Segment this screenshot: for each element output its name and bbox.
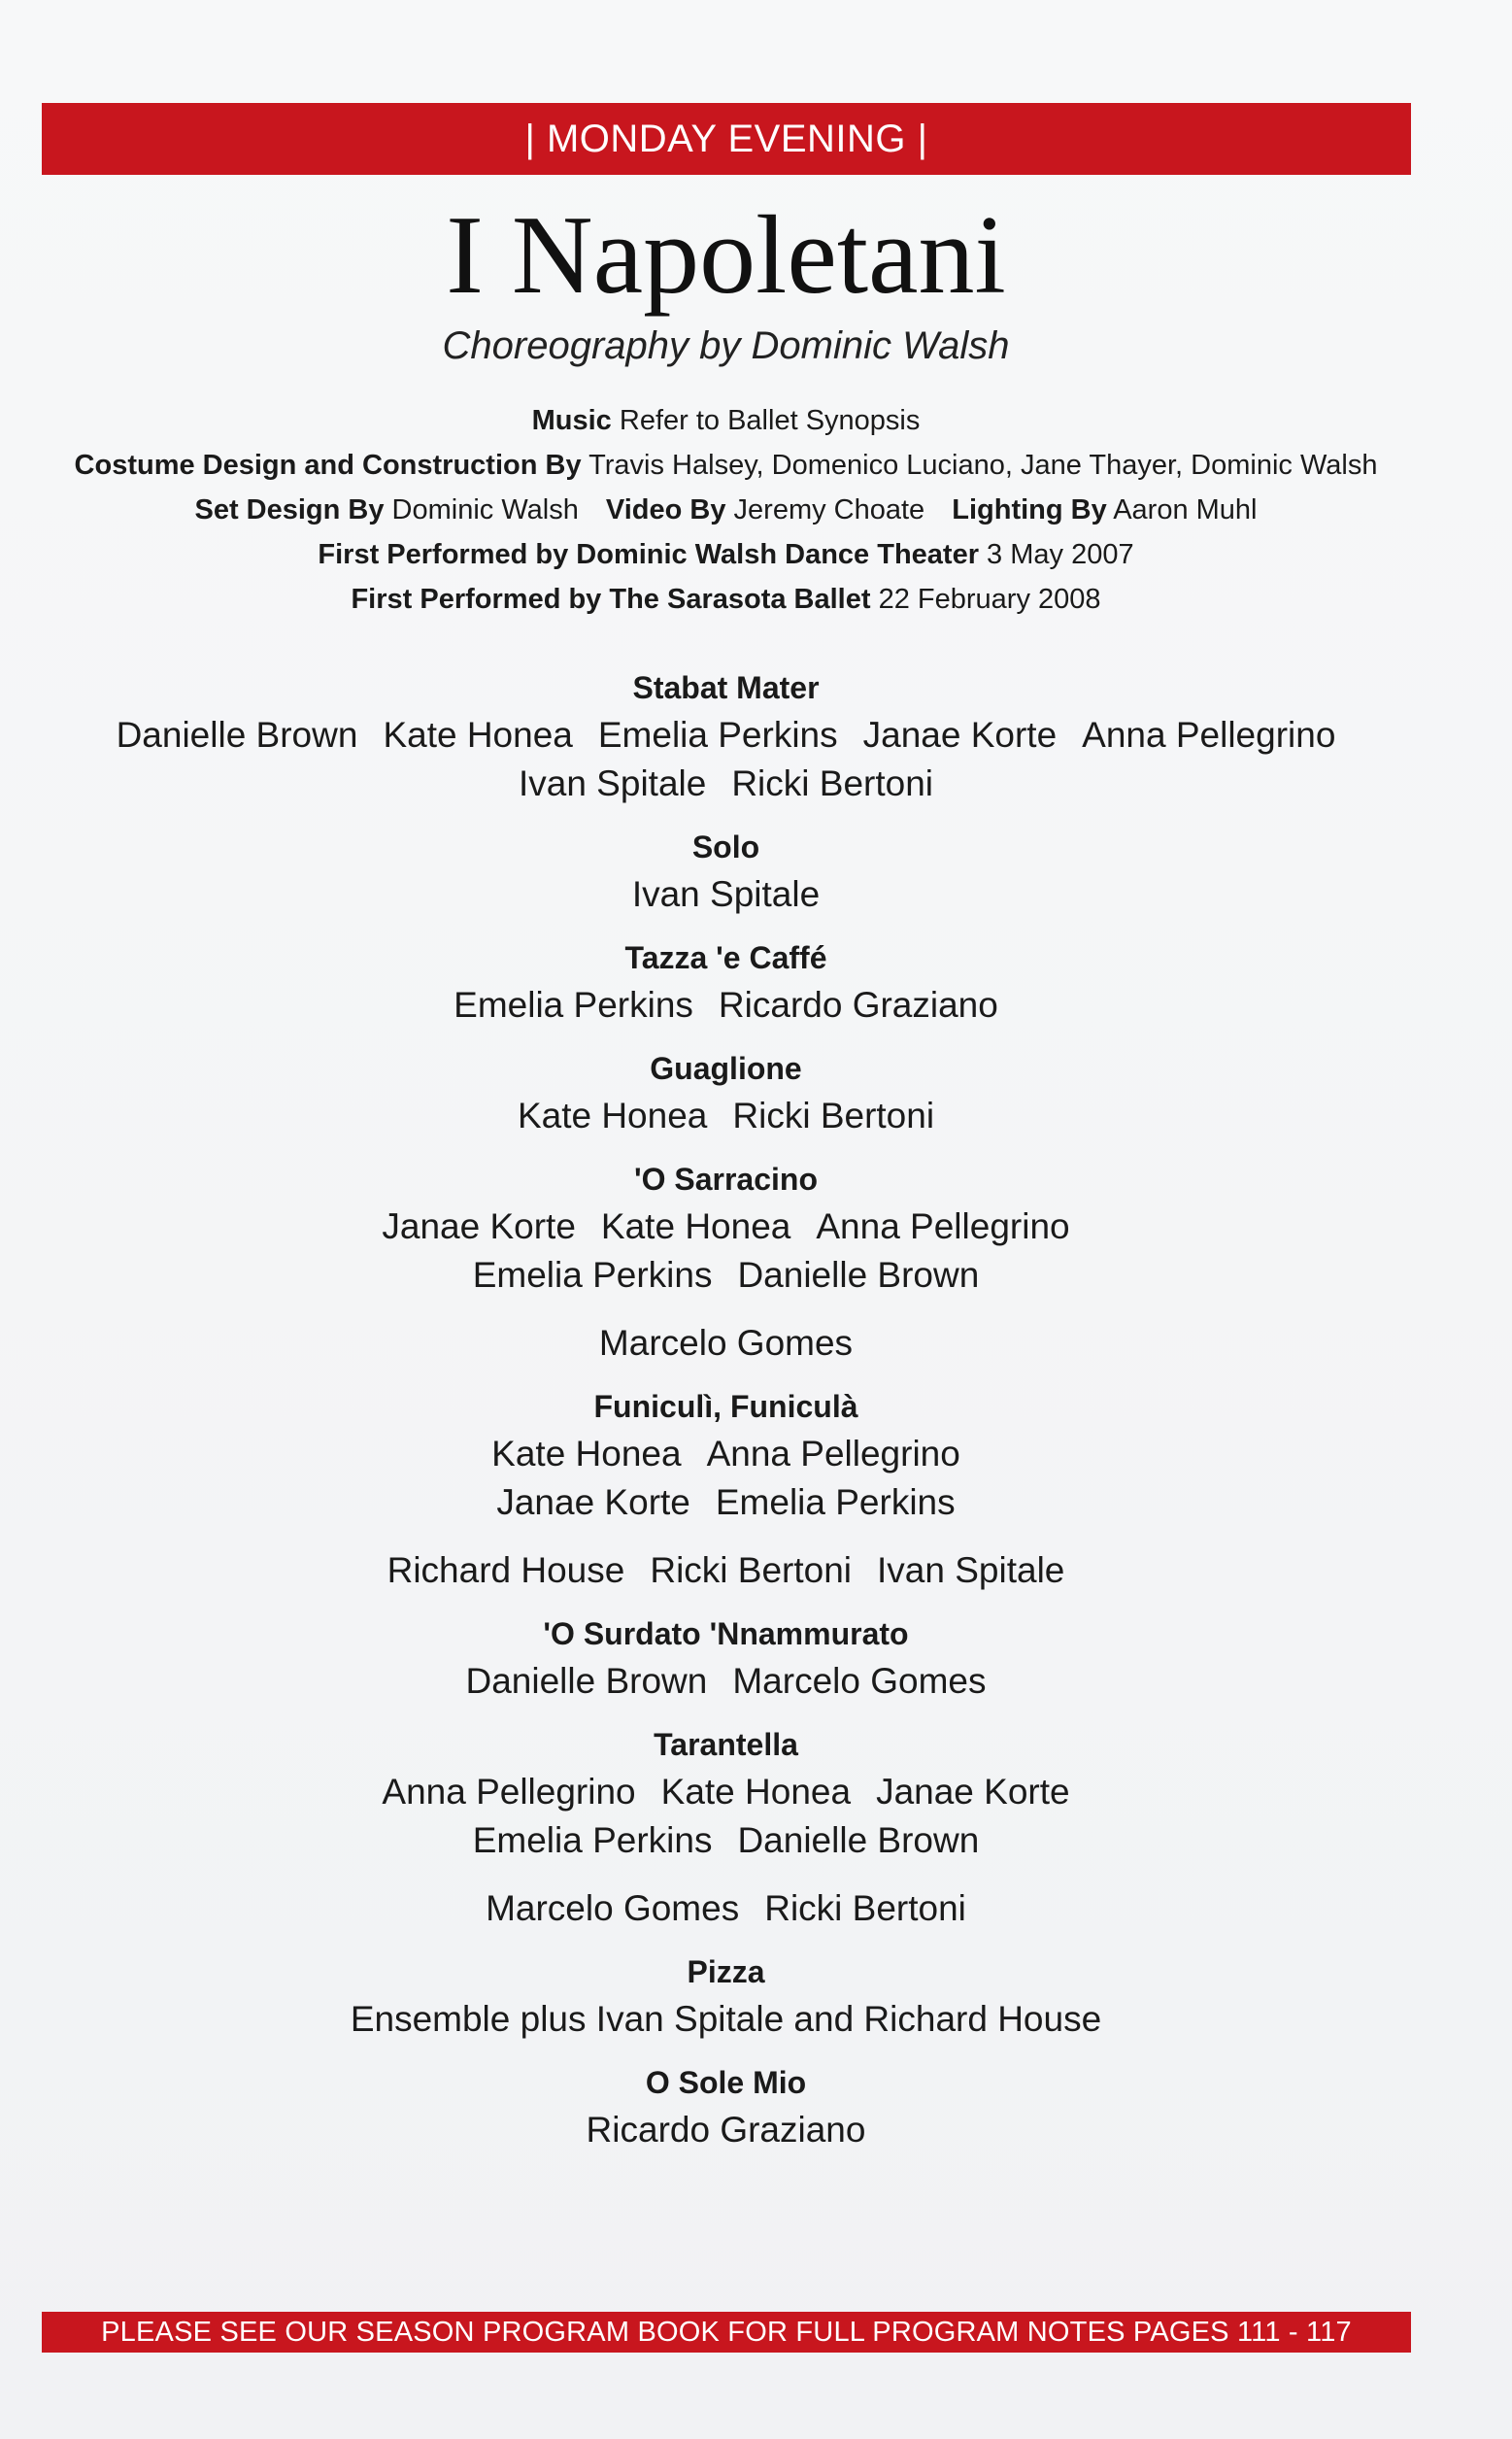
credit-label: Set Design By xyxy=(194,494,385,525)
cast-name: Ricki Bertoni xyxy=(650,1550,853,1590)
cast-name: Ricki Bertoni xyxy=(764,1888,966,1928)
section-title: Funiculì, Funiculà xyxy=(593,1389,858,1424)
cast-name: Ricki Bertoni xyxy=(731,763,934,803)
credit-label: First Performed by Dominic Walsh Dance Theater xyxy=(318,539,979,570)
cast-row xyxy=(0,870,1452,919)
cast-row xyxy=(0,1816,1452,1865)
credit-value: Aaron Muhl xyxy=(1113,494,1258,525)
cast-name: Kate Honea xyxy=(383,715,573,755)
credit-music xyxy=(0,398,1452,443)
cast-row xyxy=(0,1995,1452,2044)
cast-name: Danielle Brown xyxy=(116,715,358,755)
section-title: 'O Sarracino xyxy=(633,1162,818,1197)
cast-name: Marcelo Gomes xyxy=(732,1661,987,1701)
cast-name: Anna Pellegrino xyxy=(1082,715,1336,755)
cast-name: Kate Honea xyxy=(660,1772,852,1812)
cast-row xyxy=(0,1319,1452,1368)
credit-label: First Performed by The Sarasota Ballet xyxy=(351,584,871,615)
cast-name: Emelia Perkins xyxy=(454,985,693,1025)
cast-name: Kate Honea xyxy=(517,1096,708,1135)
cast-name: Janae Korte xyxy=(382,1206,576,1246)
section-title: Solo xyxy=(691,830,760,864)
credit-value: 22 February 2008 xyxy=(878,584,1101,615)
header-band: | MONDAY EVENING | xyxy=(42,103,1411,175)
cast-name: Marcelo Gomes xyxy=(598,1323,854,1363)
credit-value: Refer to Ballet Synopsis xyxy=(619,405,921,436)
credit-label: Costume Design and Construction By xyxy=(74,450,582,481)
cast-name: Janae Korte xyxy=(496,1482,690,1522)
cast-row xyxy=(0,1092,1452,1140)
cast-name: Danielle Brown xyxy=(465,1661,708,1701)
cast-row xyxy=(0,760,1452,808)
section-title: 'O Surdato 'Nnammurato xyxy=(543,1616,909,1651)
cast-name: Emelia Perkins xyxy=(715,1482,956,1522)
section-title: Tarantella xyxy=(654,1727,798,1762)
cast-row xyxy=(0,2106,1452,2154)
section-title: Stabat Mater xyxy=(632,670,820,705)
cast-row xyxy=(0,711,1452,760)
credit-value: Travis Halsey, Domenico Luciano, Jane Thayer, Dominic Walsh xyxy=(588,450,1378,481)
page-title: I Napoletani xyxy=(446,193,1006,318)
cast-name: Ivan Spitale xyxy=(877,1550,1065,1590)
cast-name: Danielle Brown xyxy=(737,1820,980,1860)
cast-name: Ivan Spitale xyxy=(631,874,821,914)
credit-first-performed-dwdt xyxy=(0,532,1452,577)
cast-row xyxy=(0,1546,1452,1595)
credit-set-video-lighting xyxy=(0,488,1452,532)
choreography-subtitle: Choreography by Dominic Walsh xyxy=(442,324,1010,367)
cast-name: Ricardo Graziano xyxy=(586,2110,866,2150)
cast-name: Emelia Perkins xyxy=(472,1820,713,1860)
section-title: O Sole Mio xyxy=(645,2065,807,2100)
cast-name: Emelia Perkins xyxy=(597,715,838,755)
cast-row xyxy=(0,1203,1452,1251)
credit-label: Lighting By xyxy=(952,494,1107,525)
footer-band: PLEASE SEE OUR SEASON PROGRAM BOOK FOR FULL PROGRAM NOTES PAGES 111 - 117 xyxy=(42,2312,1411,2353)
cast-row xyxy=(0,1478,1452,1527)
cast-name: Janae Korte xyxy=(876,1772,1070,1812)
cast-name: Ensemble plus Ivan Spitale and Richard House xyxy=(350,1999,1102,2039)
credit-costume xyxy=(0,443,1452,488)
credit-label: Music xyxy=(531,405,612,436)
cast-name: Anna Pellegrino xyxy=(706,1434,960,1474)
credit-value: Dominic Walsh xyxy=(391,494,579,525)
cast-name: Ricki Bertoni xyxy=(732,1096,935,1135)
section-title: Tazza 'e Caffé xyxy=(624,940,827,975)
cast-name: Anna Pellegrino xyxy=(382,1772,636,1812)
cast-name: Kate Honea xyxy=(491,1434,682,1474)
cast-name: Janae Korte xyxy=(862,715,1058,755)
credit-first-performed-sarasota xyxy=(0,577,1452,622)
cast-row xyxy=(0,981,1452,1030)
credit-value: 3 May 2007 xyxy=(987,539,1134,570)
credits-block xyxy=(0,398,1452,622)
program-sections xyxy=(0,649,1452,2154)
cast-row xyxy=(0,1657,1452,1706)
cast-name: Richard House xyxy=(386,1550,625,1590)
credit-value: Jeremy Choate xyxy=(733,494,925,525)
credit-label: Video By xyxy=(605,494,726,525)
cast-row xyxy=(0,1251,1452,1300)
cast-name: Ricardo Graziano xyxy=(718,985,998,1025)
cast-name: Anna Pellegrino xyxy=(816,1206,1070,1246)
cast-row xyxy=(0,1884,1452,1933)
section-title: Guaglione xyxy=(650,1051,802,1086)
section-title: Pizza xyxy=(687,1954,765,1989)
cast-name: Kate Honea xyxy=(600,1206,791,1246)
cast-row xyxy=(0,1430,1452,1478)
cast-row xyxy=(0,1768,1452,1816)
cast-name: Marcelo Gomes xyxy=(486,1888,740,1928)
cast-name: Ivan Spitale xyxy=(518,763,707,803)
cast-name: Danielle Brown xyxy=(737,1255,980,1295)
cast-name: Emelia Perkins xyxy=(472,1255,713,1295)
